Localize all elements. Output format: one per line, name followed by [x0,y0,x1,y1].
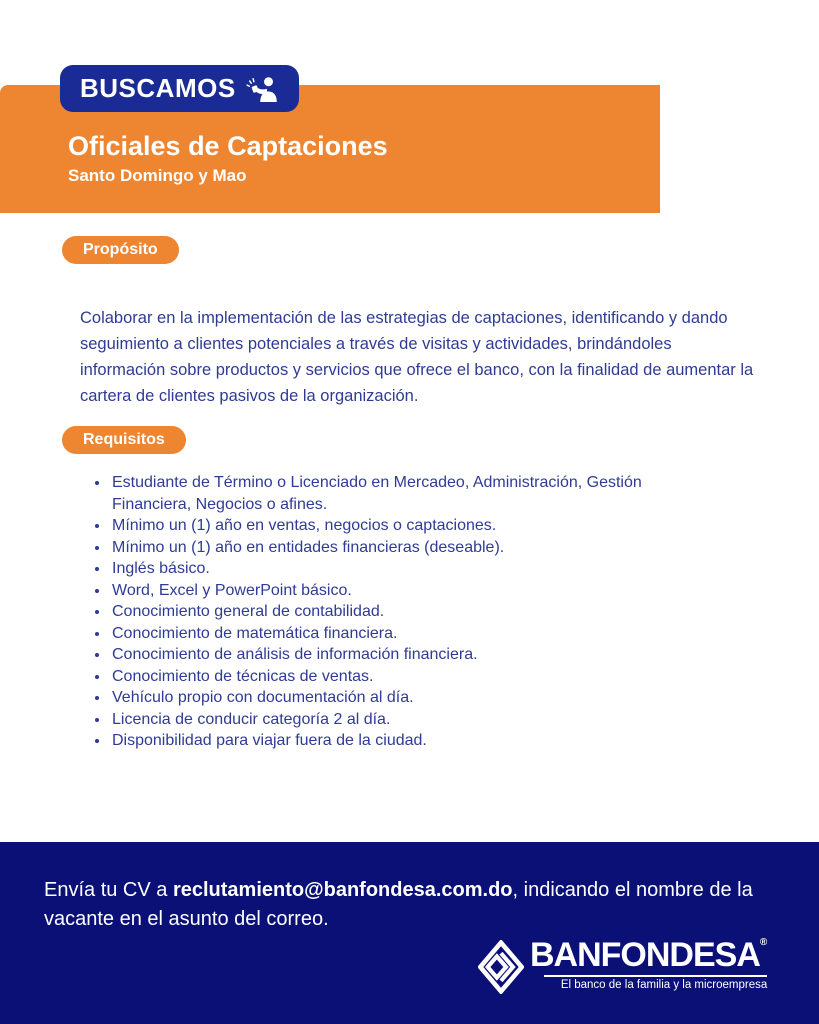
job-locations: Santo Domingo y Mao [68,166,247,186]
cv-text-suffix: , indicando el nombre de la vacante en el asunto del correo. [44,879,759,930]
banfondesa-logo [478,938,767,994]
recruitment-email[interactable]: reclutamiento@banfondesa.com.do [172,879,513,901]
footer [0,842,819,1024]
requisito-item: • Mínimo un (1) año en entidades financieras (deseable). [110,537,700,559]
requisito-item: • Conocimiento de técnicas de ventas. [110,666,700,688]
announcer-person-icon [246,75,279,102]
requisito-item: • Mínimo un (1) año en ventas, negocios o captaciones. [110,515,700,537]
brand-wordmark [530,938,767,972]
requisito-item: • Vehículo propio con documentación al día. [110,687,700,709]
requisito-item: • Disponibilidad para viajar fuera de la ciudad. [110,730,700,752]
job-title: Oficiales de Captaciones [68,131,388,161]
requisito-item: • Licencia de conducir categoría 2 al día. [110,709,700,731]
requisito-item: • Conocimiento de análisis de información financiera. [110,644,700,666]
cv-instructions [44,876,759,934]
requisitos-pill: Requisitos [62,426,186,454]
cv-text-prefix: Envía tu CV a [44,879,173,901]
brand-tagline: El banco de la familia y la microempresa [544,975,767,991]
proposito-body: Colaborar en la implementación de las estrategias de captaciones, identificando y dando seguimiento a clientes potenciales a través de visitas y actividades, brindándoles información sobre productos y servicios que ofrece el banco, con la finalidad de aumentar la cartera de clientes pasivos de la organización. [80,308,754,405]
brand-name: BANFONDESA [530,936,760,974]
requisito-item: • Conocimiento de matemática financiera. [110,623,700,645]
proposito-pill: Propósito [62,236,179,264]
registered-mark: ® [759,937,768,948]
requisito-item: • Conocimiento general de contabilidad. [110,601,700,623]
requisito-item: • Inglés básico. [110,558,700,580]
requisitos-list [92,472,700,752]
requisito-item: • Estudiante de Término o Licenciado en Mercadeo, Administración, Gestión Financiera, Negocios o afines. [110,472,700,515]
buscamos-label: BUSCAMOS [80,73,236,103]
requisito-item: • Word, Excel y PowerPoint básico. [110,580,700,602]
banfondesa-diamond-icon [478,940,524,994]
buscamos-badge [60,65,299,112]
